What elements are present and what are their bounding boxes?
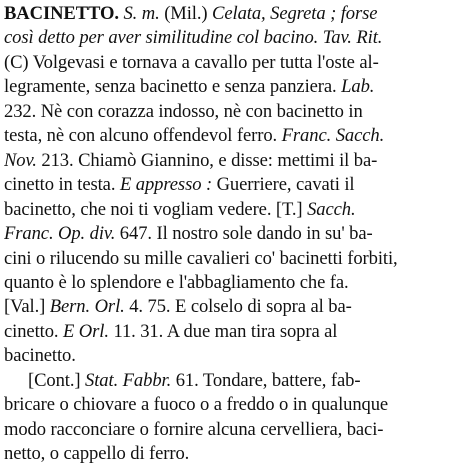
part-of-speech: S. m. <box>123 3 160 24</box>
source-citation: Franc. Op. div. <box>4 223 116 245</box>
quotation-text: 4. 75. E colselo di sopra al ba- <box>124 296 352 318</box>
entry-line <box>4 442 464 466</box>
entry-line <box>4 271 464 295</box>
entry-line <box>4 173 464 197</box>
quotation-text: quanto è lo splendore e l'abbagliamento che fa. <box>4 271 349 293</box>
entry-line <box>4 222 464 246</box>
source-citation: E appresso : <box>119 174 213 196</box>
quotation-text: (C) Volgevasi e tornava a cavallo per tutta l'oste al- <box>4 51 379 73</box>
entry-line <box>4 344 464 368</box>
entry-line <box>4 149 464 173</box>
entry-line <box>4 26 464 50</box>
source-citation: Stat. Fabbr. <box>85 369 172 391</box>
source-citation: E Orl. <box>63 320 109 342</box>
quotation-text: 61. Tondare, battere, fab- <box>171 369 361 391</box>
quotation-text: 232. Nè con corazza indosso, nè con bacinetto in <box>4 100 363 122</box>
source-citation: Nov. <box>4 149 37 171</box>
entry-line <box>4 51 464 75</box>
quotation-text: Guerriere, cavati il <box>212 174 355 196</box>
source-citation: Bern. Orl. <box>49 296 125 318</box>
entry-line <box>4 247 464 271</box>
source-citation: Sacch. <box>307 198 356 220</box>
entry-line <box>4 198 464 222</box>
quotation-text: netto, o cappello di ferro. <box>4 443 190 465</box>
quotation-text: bricare o chiovare a fuoco o a freddo o in qualunque <box>4 394 389 416</box>
quotation-text: 213. Chiamò Giannino, e disse: mettimi il ba- <box>36 149 378 171</box>
dictionary-entry <box>4 2 464 467</box>
entry-line <box>4 295 464 319</box>
source-citation: Franc. Sacch. <box>281 125 385 147</box>
entry-line <box>4 369 464 393</box>
editor-mark: [Val.] <box>4 296 50 318</box>
quotation-text: cini o rilucendo su mille cavalieri co' bacinetti forbiti, <box>4 247 398 269</box>
definition: Celata, Segreta ; forse <box>212 3 378 24</box>
quotation-text: modo racconciare o fornire alcuna cervelliera, baci- <box>4 418 384 440</box>
entry-line <box>4 100 464 124</box>
entry-line <box>4 418 464 442</box>
quotation-text: cinetto in testa. <box>4 174 120 196</box>
editor-mark: [Cont.] <box>28 369 86 391</box>
quotation-text: bacinetto, che noi ti vogliam vedere. [T.] <box>4 198 308 220</box>
quotation-text: 647. Il nostro sole dando in su' ba- <box>115 223 373 245</box>
entry-line <box>4 2 464 26</box>
quotation-text: testa, nè con alcuno offendevol ferro. <box>4 125 282 147</box>
entry-line <box>4 320 464 344</box>
domain-label: (Mil.) <box>159 3 213 24</box>
entry-line <box>4 75 464 99</box>
entry-line <box>4 124 464 148</box>
quotation-text: bacinetto. <box>4 345 76 367</box>
source-citation: Lab. <box>341 76 375 98</box>
quotation-text: legramente, senza bacinetto e senza panziera. <box>4 76 342 98</box>
headword: BACINETTO. <box>4 3 119 24</box>
definition: così detto per aver similitudine col bacino. Tav. Rit. <box>4 27 383 49</box>
quotation-text: 11. 31. A due man tira sopra al <box>108 320 338 342</box>
entry-line <box>4 393 464 417</box>
quotation-text: cinetto. <box>4 320 63 342</box>
